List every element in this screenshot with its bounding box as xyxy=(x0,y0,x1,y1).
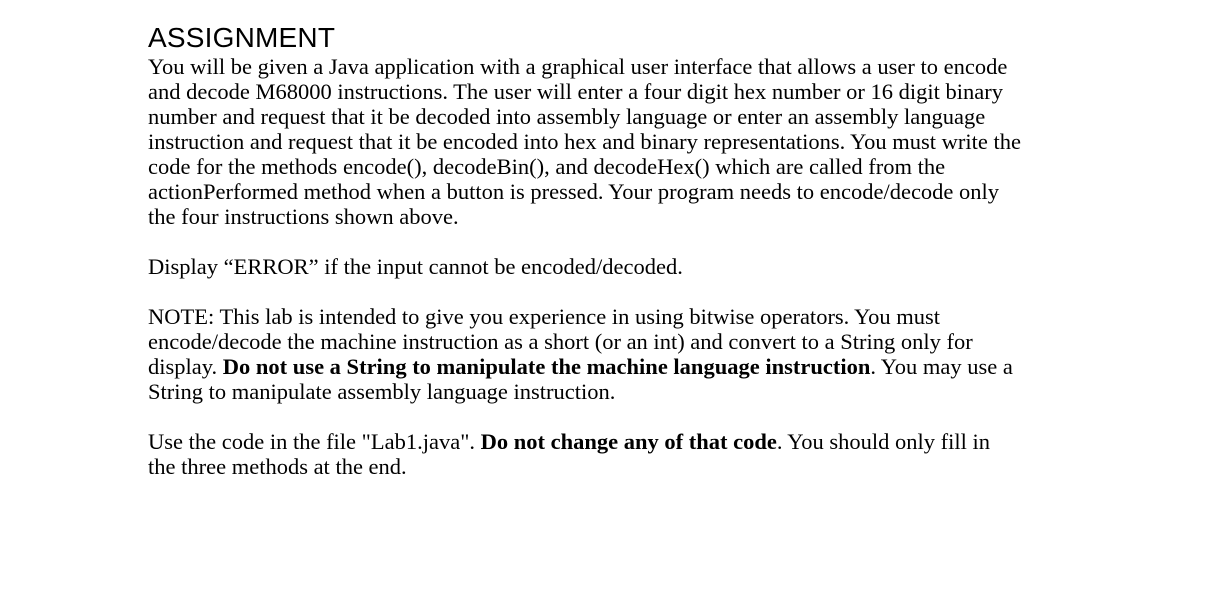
error-line: Display “ERROR” if the input cannot be encoded/decoded. xyxy=(148,254,683,279)
usage-line xyxy=(148,429,1148,454)
intro-line: You will be given a Java application with a graphical user interface that allows a user to encode xyxy=(148,54,1008,79)
paragraph-spacer xyxy=(148,279,1148,304)
intro-line: instruction and request that it be encoded into hex and binary representations. You must write the xyxy=(148,129,1021,154)
usage-paragraph xyxy=(148,429,1148,479)
intro-line: number and request that it be decoded into assembly language or enter an assembly language xyxy=(148,104,986,129)
usage-bold-warning: Do not change any of that code xyxy=(480,429,777,454)
note-line: String to manipulate assembly language instruction. xyxy=(148,379,616,404)
intro-line: and decode M68000 instructions. The user will enter a four digit hex number or 16 digit binary xyxy=(148,79,1004,104)
note-text: . You may use a xyxy=(870,354,1013,379)
usage-text: Use the code in the file "Lab1.java". xyxy=(148,429,481,454)
intro-paragraph xyxy=(148,54,1148,229)
usage-line: the three methods at the end. xyxy=(148,454,407,479)
note-line xyxy=(148,354,1148,379)
paragraph-spacer xyxy=(148,404,1148,429)
intro-line: the four instructions shown above. xyxy=(148,204,459,229)
usage-text: . You should only fill in xyxy=(776,429,991,454)
assignment-heading: ASSIGNMENT xyxy=(148,22,336,53)
note-bold-warning: Do not use a String to manipulate the machine language instruction xyxy=(222,354,871,379)
note-paragraph xyxy=(148,304,1148,404)
intro-line: code for the methods encode(), decodeBin(), and decodeHex() which are called from the xyxy=(148,154,946,179)
note-line: encode/decode the machine instruction as a short (or an int) and convert to a String only for xyxy=(148,329,973,354)
note-line: NOTE: This lab is intended to give you experience in using bitwise operators. You must xyxy=(148,304,940,329)
intro-line: actionPerformed method when a button is pressed. Your program needs to encode/decode only xyxy=(148,179,1000,204)
paragraph-spacer xyxy=(148,229,1148,254)
error-paragraph xyxy=(148,254,1148,279)
assignment-document xyxy=(148,22,1148,479)
note-text: display. xyxy=(148,354,223,379)
